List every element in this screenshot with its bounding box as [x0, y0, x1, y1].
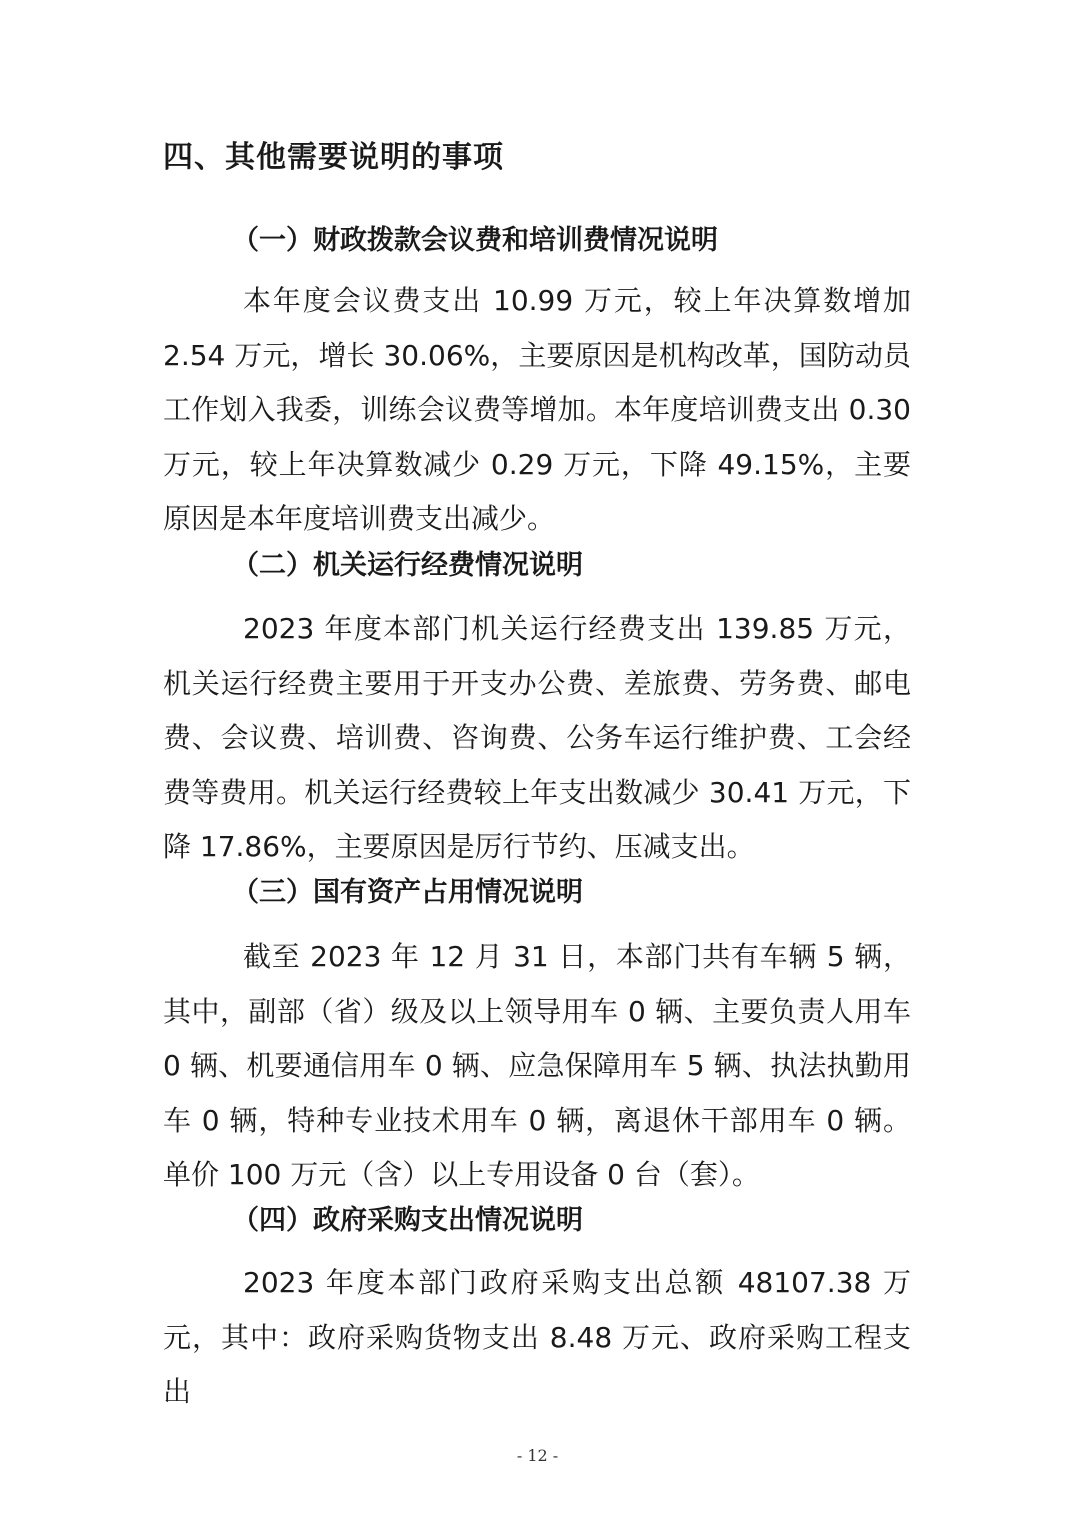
subsection-title-2: （二）机关运行经费情况说明: [232, 550, 583, 581]
section-heading: 四、其他需要说明的事项: [163, 140, 504, 175]
subsection-title-4: （四）政府采购支出情况说明: [232, 1205, 583, 1236]
paragraph-4: 2023 年度本部门政府采购支出总额 48107.38 万元，其中：政府采购货物支出 8.48 万元、政府采购工程支出: [163, 1266, 911, 1408]
subsection-title-3: （三）国有资产占用情况说明: [232, 877, 583, 908]
subsection-title-1: （一）财政拨款会议费和培训费情况说明: [232, 225, 718, 256]
paragraph-3: 截至 2023 年 12 月 31 日，本部门共有车辆 5 辆，其中，副部（省）级及以上领导用车 0 辆、主要负责人用车 0 辆、机要通信用车 0 辆、应急保障用车 5 辆、执法执勤用车 0 辆，特种专业技术用车 0 辆，离退休干部用车 0 辆。单价 100 万元（含）以上专用设备 0 台（套）。: [163, 940, 911, 1191]
page-number: - 12 -: [516, 1446, 559, 1465]
paragraph-2: 2023 年度本部门机关运行经费支出 139.85 万元，机关运行经费主要用于开支办公费、差旅费、劳务费、邮电费、会议费、培训费、咨询费、公务车运行维护费、工会经费等费用。机关运行经费较上年支出数减少 30.41 万元，下降 17.86%，主要原因是厉行节约、压减支出。: [163, 612, 911, 863]
paragraph-1: 本年度会议费支出 10.99 万元，较上年决算数增加 2.54 万元，增长 30.06%，主要原因是机构改革，国防动员工作划入我委，训练会议费等增加。本年度培训费支出 0.30 万元，较上年决算数减少 0.29 万元，下降 49.15%，主要原因是本年度培训费支出减少。: [163, 284, 911, 535]
